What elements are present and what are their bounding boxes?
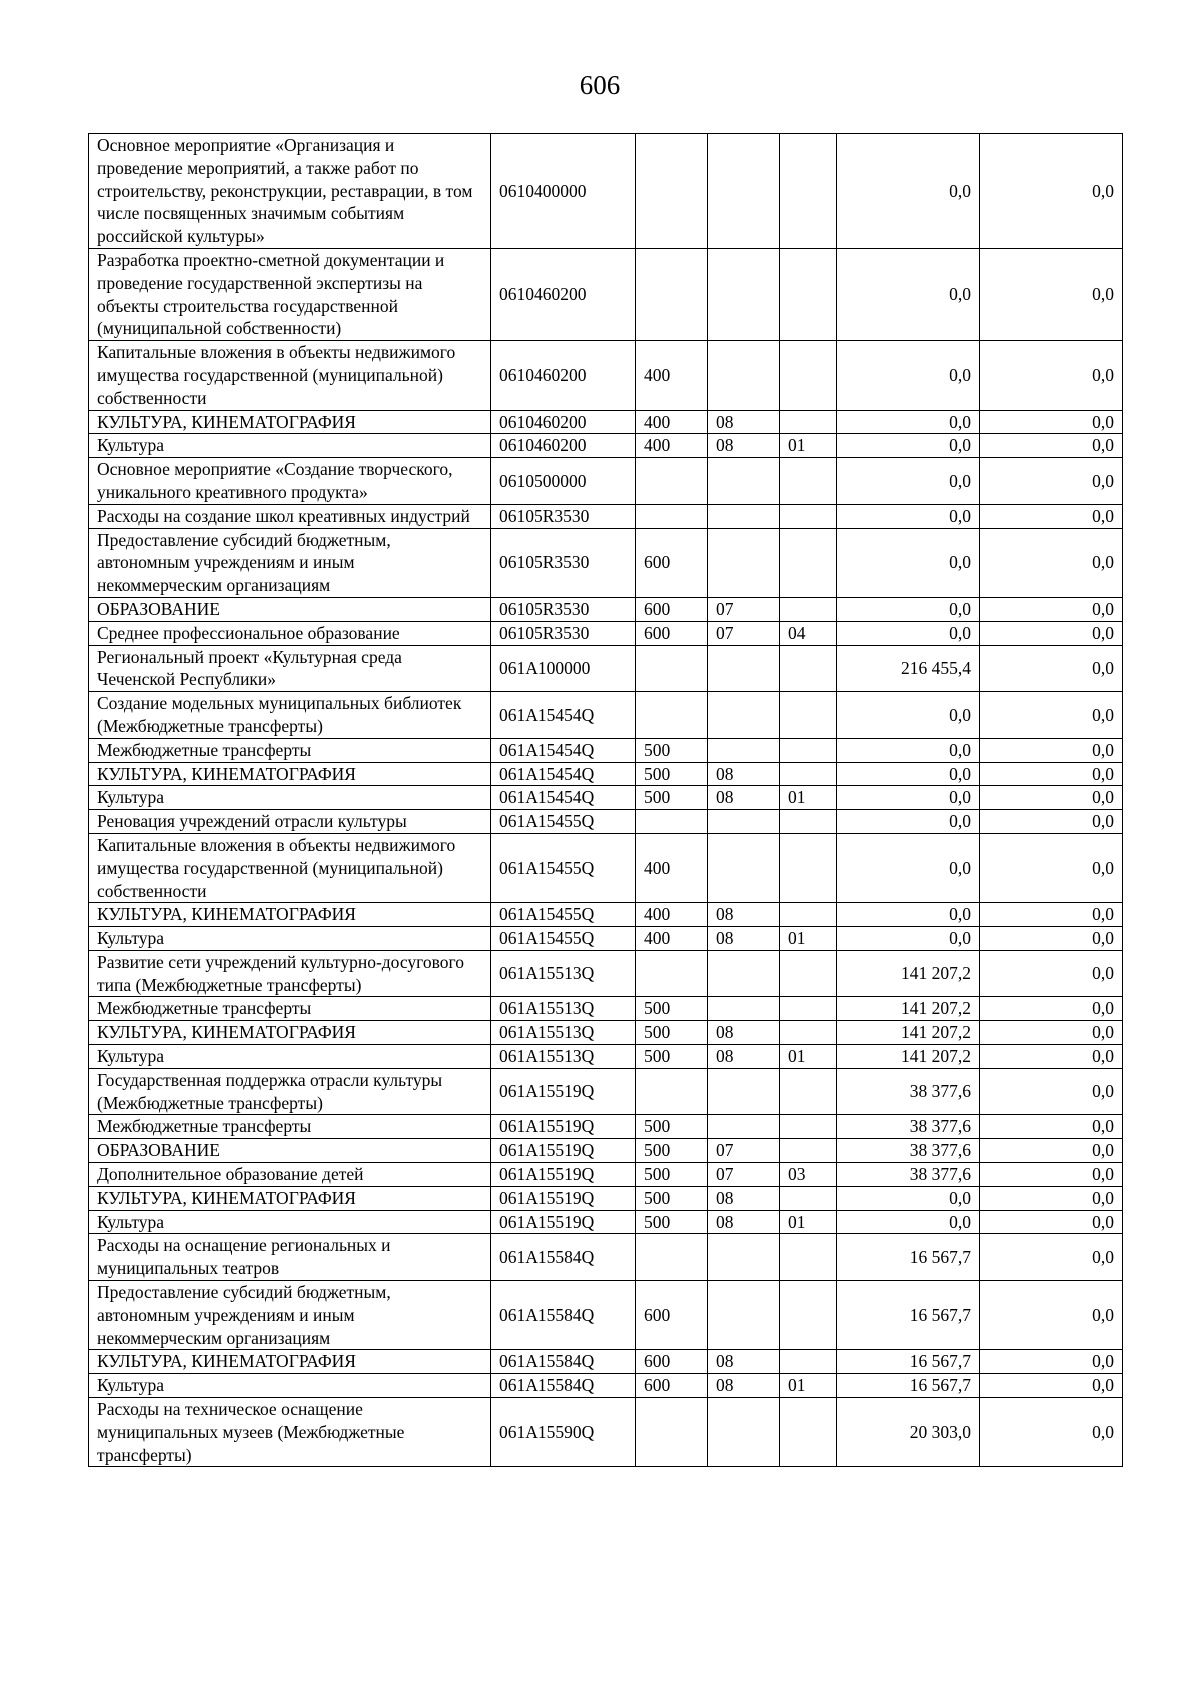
row-name-cell: ОБРАЗОВАНИЕ <box>89 597 491 621</box>
row-amount-1-cell: 0,0 <box>837 762 980 786</box>
row-code-cell: 061A15454Q <box>491 692 636 739</box>
row-section-cell: 07 <box>708 597 780 621</box>
row-amount-2-cell: 0,0 <box>980 762 1123 786</box>
row-expense-type-cell <box>636 950 708 997</box>
budget-table <box>88 133 1123 1467</box>
table-row <box>89 810 1123 834</box>
row-amount-1-cell: 0,0 <box>837 504 980 528</box>
table-row <box>89 1021 1123 1045</box>
table-row <box>89 903 1123 927</box>
row-name-cell: Культура <box>89 786 491 810</box>
row-expense-type-cell: 600 <box>636 528 708 597</box>
row-section-cell: 08 <box>708 762 780 786</box>
row-subsection-cell <box>780 903 837 927</box>
row-section-cell <box>708 1281 780 1350</box>
row-code-cell: 061A15519Q <box>491 1115 636 1139</box>
row-amount-2-cell: 0,0 <box>980 927 1123 951</box>
row-amount-2-cell: 0,0 <box>980 1163 1123 1187</box>
row-name-cell: КУЛЬТУРА, КИНЕМАТОГРАФИЯ <box>89 1021 491 1045</box>
row-amount-2-cell: 0,0 <box>980 1021 1123 1045</box>
row-code-cell: 061A15584Q <box>491 1374 636 1398</box>
table-row <box>89 927 1123 951</box>
row-expense-type-cell: 500 <box>636 1115 708 1139</box>
row-name-cell: Культура <box>89 927 491 951</box>
row-code-cell: 061A15454Q <box>491 786 636 810</box>
row-name-cell: Основное мероприятие «Организация и проведение мероприятий, а также работ по строительству, реконструкции, реставрации, в том числе посвященных значимым событиям российской культуры» <box>89 134 491 249</box>
row-name-cell: Дополнительное образование детей <box>89 1163 491 1187</box>
row-expense-type-cell: 500 <box>636 762 708 786</box>
row-amount-1-cell: 0,0 <box>837 597 980 621</box>
row-subsection-cell <box>780 341 837 410</box>
row-name-cell: Культура <box>89 1374 491 1398</box>
row-expense-type-cell: 500 <box>636 786 708 810</box>
row-expense-type-cell: 500 <box>636 1163 708 1187</box>
table-row <box>89 528 1123 597</box>
row-name-cell: Культура <box>89 1045 491 1069</box>
row-code-cell: 061A15513Q <box>491 1045 636 1069</box>
row-amount-1-cell: 0,0 <box>837 927 980 951</box>
row-subsection-cell: 01 <box>780 434 837 458</box>
row-expense-type-cell: 400 <box>636 903 708 927</box>
row-code-cell: 0610460200 <box>491 434 636 458</box>
row-expense-type-cell: 600 <box>636 1374 708 1398</box>
table-row <box>89 997 1123 1021</box>
row-code-cell: 061A15519Q <box>491 1210 636 1234</box>
page-number: 606 <box>579 70 621 100</box>
table-row <box>89 1163 1123 1187</box>
row-code-cell: 061A15513Q <box>491 1021 636 1045</box>
row-section-cell <box>708 645 780 692</box>
row-expense-type-cell: 500 <box>636 1045 708 1069</box>
row-amount-1-cell: 16 567,7 <box>837 1234 980 1281</box>
row-subsection-cell <box>780 645 837 692</box>
row-amount-1-cell: 0,0 <box>837 621 980 645</box>
row-code-cell: 061A15519Q <box>491 1186 636 1210</box>
row-amount-2-cell: 0,0 <box>980 621 1123 645</box>
row-expense-type-cell: 600 <box>636 1281 708 1350</box>
row-name-cell: Культура <box>89 1210 491 1234</box>
row-code-cell: 06105R3530 <box>491 621 636 645</box>
table-row <box>89 597 1123 621</box>
row-code-cell: 06105R3530 <box>491 528 636 597</box>
row-code-cell: 061A15584Q <box>491 1234 636 1281</box>
row-subsection-cell: 04 <box>780 621 837 645</box>
row-section-cell: 08 <box>708 1210 780 1234</box>
row-code-cell: 0610500000 <box>491 458 636 505</box>
row-code-cell: 061A15584Q <box>491 1281 636 1350</box>
row-amount-2-cell: 0,0 <box>980 597 1123 621</box>
row-subsection-cell <box>780 410 837 434</box>
row-amount-2-cell: 0,0 <box>980 528 1123 597</box>
row-expense-type-cell: 500 <box>636 997 708 1021</box>
row-amount-1-cell: 216 455,4 <box>837 645 980 692</box>
table-row <box>89 833 1123 902</box>
table-row <box>89 410 1123 434</box>
row-section-cell <box>708 1398 780 1467</box>
row-subsection-cell <box>780 1115 837 1139</box>
row-section-cell <box>708 528 780 597</box>
row-amount-1-cell: 16 567,7 <box>837 1374 980 1398</box>
row-amount-2-cell: 0,0 <box>980 1115 1123 1139</box>
row-subsection-cell <box>780 597 837 621</box>
row-name-cell: Межбюджетные трансферты <box>89 997 491 1021</box>
row-expense-type-cell <box>636 1234 708 1281</box>
row-expense-type-cell: 500 <box>636 738 708 762</box>
table-row <box>89 1350 1123 1374</box>
row-section-cell: 07 <box>708 621 780 645</box>
row-section-cell <box>708 738 780 762</box>
row-code-cell: 061A15519Q <box>491 1139 636 1163</box>
row-amount-1-cell: 0,0 <box>837 134 980 249</box>
row-amount-2-cell: 0,0 <box>980 504 1123 528</box>
table-row <box>89 1210 1123 1234</box>
row-section-cell <box>708 1068 780 1115</box>
row-expense-type-cell: 400 <box>636 833 708 902</box>
row-amount-1-cell: 0,0 <box>837 1210 980 1234</box>
row-expense-type-cell <box>636 1068 708 1115</box>
row-name-cell: Разработка проектно-сметной документации и проведение государственной экспертизы на объекты строительства государственной (муниципальной собственности) <box>89 248 491 340</box>
row-name-cell: Региональный проект «Культурная среда Чеченской Республики» <box>89 645 491 692</box>
row-name-cell: Основное мероприятие «Создание творческого, уникального креативного продукта» <box>89 458 491 505</box>
row-code-cell: 061A15513Q <box>491 950 636 997</box>
row-section-cell <box>708 997 780 1021</box>
row-expense-type-cell <box>636 1398 708 1467</box>
row-name-cell: Капитальные вложения в объекты недвижимого имущества государственной (муниципальной) собственности <box>89 341 491 410</box>
row-amount-1-cell: 141 207,2 <box>837 1021 980 1045</box>
row-code-cell: 061A15590Q <box>491 1398 636 1467</box>
row-amount-2-cell: 0,0 <box>980 1045 1123 1069</box>
row-code-cell: 061A15584Q <box>491 1350 636 1374</box>
row-amount-2-cell: 0,0 <box>980 1350 1123 1374</box>
row-subsection-cell: 01 <box>780 786 837 810</box>
row-expense-type-cell <box>636 458 708 505</box>
row-expense-type-cell: 500 <box>636 1021 708 1045</box>
row-code-cell: 061A15454Q <box>491 738 636 762</box>
row-section-cell: 08 <box>708 434 780 458</box>
row-code-cell: 0610460200 <box>491 410 636 434</box>
row-subsection-cell <box>780 1139 837 1163</box>
row-amount-1-cell: 20 303,0 <box>837 1398 980 1467</box>
row-section-cell: 08 <box>708 903 780 927</box>
row-name-cell: КУЛЬТУРА, КИНЕМАТОГРАФИЯ <box>89 1186 491 1210</box>
table-row <box>89 762 1123 786</box>
row-code-cell: 0610400000 <box>491 134 636 249</box>
row-name-cell: Межбюджетные трансферты <box>89 738 491 762</box>
row-amount-1-cell: 0,0 <box>837 1186 980 1210</box>
row-section-cell <box>708 341 780 410</box>
row-code-cell: 061A100000 <box>491 645 636 692</box>
row-amount-1-cell: 0,0 <box>837 903 980 927</box>
row-amount-2-cell: 0,0 <box>980 1210 1123 1234</box>
row-amount-1-cell: 38 377,6 <box>837 1139 980 1163</box>
row-section-cell: 08 <box>708 1350 780 1374</box>
row-name-cell: Предоставление субсидий бюджетным, автономным учреждениям и иным некоммерческим организациям <box>89 528 491 597</box>
row-subsection-cell <box>780 738 837 762</box>
table-row <box>89 341 1123 410</box>
row-code-cell: 061A15454Q <box>491 762 636 786</box>
row-expense-type-cell <box>636 504 708 528</box>
row-amount-1-cell: 16 567,7 <box>837 1350 980 1374</box>
row-amount-1-cell: 0,0 <box>837 738 980 762</box>
row-subsection-cell: 01 <box>780 1210 837 1234</box>
row-expense-type-cell: 500 <box>636 1186 708 1210</box>
table-row <box>89 692 1123 739</box>
row-name-cell: Культура <box>89 434 491 458</box>
row-subsection-cell <box>780 1281 837 1350</box>
row-subsection-cell <box>780 504 837 528</box>
table-row <box>89 134 1123 249</box>
row-amount-1-cell: 0,0 <box>837 833 980 902</box>
row-expense-type-cell: 600 <box>636 597 708 621</box>
row-subsection-cell <box>780 1350 837 1374</box>
row-section-cell <box>708 833 780 902</box>
row-subsection-cell: 01 <box>780 927 837 951</box>
row-amount-1-cell: 141 207,2 <box>837 950 980 997</box>
row-amount-1-cell: 0,0 <box>837 248 980 340</box>
row-section-cell <box>708 458 780 505</box>
row-amount-2-cell: 0,0 <box>980 833 1123 902</box>
row-amount-2-cell: 0,0 <box>980 692 1123 739</box>
table-row <box>89 1139 1123 1163</box>
row-amount-2-cell: 0,0 <box>980 1281 1123 1350</box>
row-name-cell: Государственная поддержка отрасли культуры (Межбюджетные трансферты) <box>89 1068 491 1115</box>
table-row <box>89 248 1123 340</box>
table-row <box>89 738 1123 762</box>
row-subsection-cell: 01 <box>780 1045 837 1069</box>
row-section-cell: 08 <box>708 1186 780 1210</box>
row-subsection-cell <box>780 1398 837 1467</box>
row-section-cell <box>708 134 780 249</box>
row-amount-2-cell: 0,0 <box>980 997 1123 1021</box>
table-row <box>89 1281 1123 1350</box>
table-row <box>89 786 1123 810</box>
row-expense-type-cell: 600 <box>636 1350 708 1374</box>
row-amount-1-cell: 141 207,2 <box>837 997 980 1021</box>
row-subsection-cell <box>780 1234 837 1281</box>
row-name-cell: Создание модельных муниципальных библиотек (Межбюджетные трансферты) <box>89 692 491 739</box>
table-row <box>89 950 1123 997</box>
table-row <box>89 1374 1123 1398</box>
row-subsection-cell <box>780 248 837 340</box>
table-row <box>89 1068 1123 1115</box>
row-name-cell: Капитальные вложения в объекты недвижимого имущества государственной (муниципальной) собственности <box>89 833 491 902</box>
row-code-cell: 06105R3530 <box>491 597 636 621</box>
row-amount-1-cell: 38 377,6 <box>837 1115 980 1139</box>
row-subsection-cell <box>780 458 837 505</box>
row-amount-1-cell: 141 207,2 <box>837 1045 980 1069</box>
row-section-cell <box>708 810 780 834</box>
row-section-cell <box>708 504 780 528</box>
row-section-cell: 08 <box>708 1045 780 1069</box>
row-code-cell: 061A15513Q <box>491 997 636 1021</box>
row-subsection-cell: 03 <box>780 1163 837 1187</box>
row-name-cell: КУЛЬТУРА, КИНЕМАТОГРАФИЯ <box>89 903 491 927</box>
row-amount-1-cell: 38 377,6 <box>837 1163 980 1187</box>
row-code-cell: 061A15455Q <box>491 810 636 834</box>
table-row <box>89 504 1123 528</box>
row-amount-2-cell: 0,0 <box>980 738 1123 762</box>
row-amount-2-cell: 0,0 <box>980 903 1123 927</box>
row-code-cell: 0610460200 <box>491 341 636 410</box>
row-name-cell: Расходы на оснащение региональных и муниципальных театров <box>89 1234 491 1281</box>
row-subsection-cell <box>780 833 837 902</box>
row-amount-1-cell: 0,0 <box>837 341 980 410</box>
row-code-cell: 0610460200 <box>491 248 636 340</box>
row-name-cell: КУЛЬТУРА, КИНЕМАТОГРАФИЯ <box>89 1350 491 1374</box>
row-section-cell: 08 <box>708 1021 780 1045</box>
row-expense-type-cell <box>636 248 708 340</box>
row-expense-type-cell <box>636 645 708 692</box>
row-amount-1-cell: 0,0 <box>837 410 980 434</box>
row-amount-2-cell: 0,0 <box>980 1139 1123 1163</box>
row-amount-2-cell: 0,0 <box>980 1374 1123 1398</box>
row-section-cell: 08 <box>708 927 780 951</box>
row-subsection-cell <box>780 1068 837 1115</box>
row-section-cell <box>708 1115 780 1139</box>
row-section-cell: 08 <box>708 410 780 434</box>
row-name-cell: Развитие сети учреждений культурно-досугового типа (Межбюджетные трансферты) <box>89 950 491 997</box>
row-subsection-cell <box>780 1186 837 1210</box>
table-row <box>89 1115 1123 1139</box>
row-name-cell: Среднее профессиональное образование <box>89 621 491 645</box>
row-section-cell <box>708 950 780 997</box>
row-amount-1-cell: 0,0 <box>837 786 980 810</box>
row-section-cell: 07 <box>708 1139 780 1163</box>
row-name-cell: Расходы на создание школ креативных индустрий <box>89 504 491 528</box>
row-amount-2-cell: 0,0 <box>980 1068 1123 1115</box>
table-row <box>89 621 1123 645</box>
row-name-cell: КУЛЬТУРА, КИНЕМАТОГРАФИЯ <box>89 410 491 434</box>
row-subsection-cell <box>780 1021 837 1045</box>
row-subsection-cell <box>780 997 837 1021</box>
row-code-cell: 061A15455Q <box>491 833 636 902</box>
row-subsection-cell <box>780 528 837 597</box>
row-amount-1-cell: 0,0 <box>837 458 980 505</box>
row-section-cell: 08 <box>708 1374 780 1398</box>
row-amount-1-cell: 0,0 <box>837 434 980 458</box>
row-amount-2-cell: 0,0 <box>980 950 1123 997</box>
row-section-cell: 07 <box>708 1163 780 1187</box>
row-name-cell: ОБРАЗОВАНИЕ <box>89 1139 491 1163</box>
row-amount-2-cell: 0,0 <box>980 134 1123 249</box>
row-code-cell: 061A15455Q <box>491 927 636 951</box>
row-code-cell: 061A15455Q <box>491 903 636 927</box>
row-amount-1-cell: 38 377,6 <box>837 1068 980 1115</box>
row-section-cell: 08 <box>708 786 780 810</box>
row-name-cell: Расходы на техническое оснащение муниципальных музеев (Межбюджетные трансферты) <box>89 1398 491 1467</box>
row-amount-2-cell: 0,0 <box>980 1398 1123 1467</box>
row-name-cell: Межбюджетные трансферты <box>89 1115 491 1139</box>
row-name-cell: Реновация учреждений отрасли культуры <box>89 810 491 834</box>
row-amount-2-cell: 0,0 <box>980 410 1123 434</box>
row-section-cell <box>708 248 780 340</box>
row-code-cell: 061A15519Q <box>491 1163 636 1187</box>
row-expense-type-cell: 500 <box>636 1210 708 1234</box>
row-name-cell: КУЛЬТУРА, КИНЕМАТОГРАФИЯ <box>89 762 491 786</box>
row-amount-2-cell: 0,0 <box>980 248 1123 340</box>
row-expense-type-cell: 400 <box>636 927 708 951</box>
table-row <box>89 1186 1123 1210</box>
row-code-cell: 06105R3530 <box>491 504 636 528</box>
row-expense-type-cell: 600 <box>636 621 708 645</box>
row-amount-1-cell: 16 567,7 <box>837 1281 980 1350</box>
row-expense-type-cell <box>636 810 708 834</box>
row-expense-type-cell <box>636 134 708 249</box>
table-row <box>89 1234 1123 1281</box>
row-amount-2-cell: 0,0 <box>980 458 1123 505</box>
row-amount-2-cell: 0,0 <box>980 1234 1123 1281</box>
row-amount-2-cell: 0,0 <box>980 434 1123 458</box>
row-amount-1-cell: 0,0 <box>837 692 980 739</box>
row-subsection-cell <box>780 692 837 739</box>
row-subsection-cell <box>780 810 837 834</box>
row-amount-2-cell: 0,0 <box>980 1186 1123 1210</box>
row-expense-type-cell <box>636 692 708 739</box>
table-row <box>89 1398 1123 1467</box>
row-amount-2-cell: 0,0 <box>980 786 1123 810</box>
row-amount-2-cell: 0,0 <box>980 341 1123 410</box>
row-expense-type-cell: 500 <box>636 1139 708 1163</box>
row-expense-type-cell: 400 <box>636 434 708 458</box>
table-row <box>89 434 1123 458</box>
table-row <box>89 645 1123 692</box>
row-section-cell <box>708 692 780 739</box>
row-amount-2-cell: 0,0 <box>980 645 1123 692</box>
table-row <box>89 458 1123 505</box>
row-code-cell: 061A15519Q <box>491 1068 636 1115</box>
row-subsection-cell <box>780 950 837 997</box>
row-expense-type-cell: 400 <box>636 410 708 434</box>
row-subsection-cell: 01 <box>780 1374 837 1398</box>
row-name-cell: Предоставление субсидий бюджетным, автономным учреждениям и иным некоммерческим организациям <box>89 1281 491 1350</box>
row-amount-1-cell: 0,0 <box>837 528 980 597</box>
row-amount-2-cell: 0,0 <box>980 810 1123 834</box>
row-section-cell <box>708 1234 780 1281</box>
row-amount-1-cell: 0,0 <box>837 810 980 834</box>
table-row <box>89 1045 1123 1069</box>
row-subsection-cell <box>780 134 837 249</box>
row-subsection-cell <box>780 762 837 786</box>
row-expense-type-cell: 400 <box>636 341 708 410</box>
